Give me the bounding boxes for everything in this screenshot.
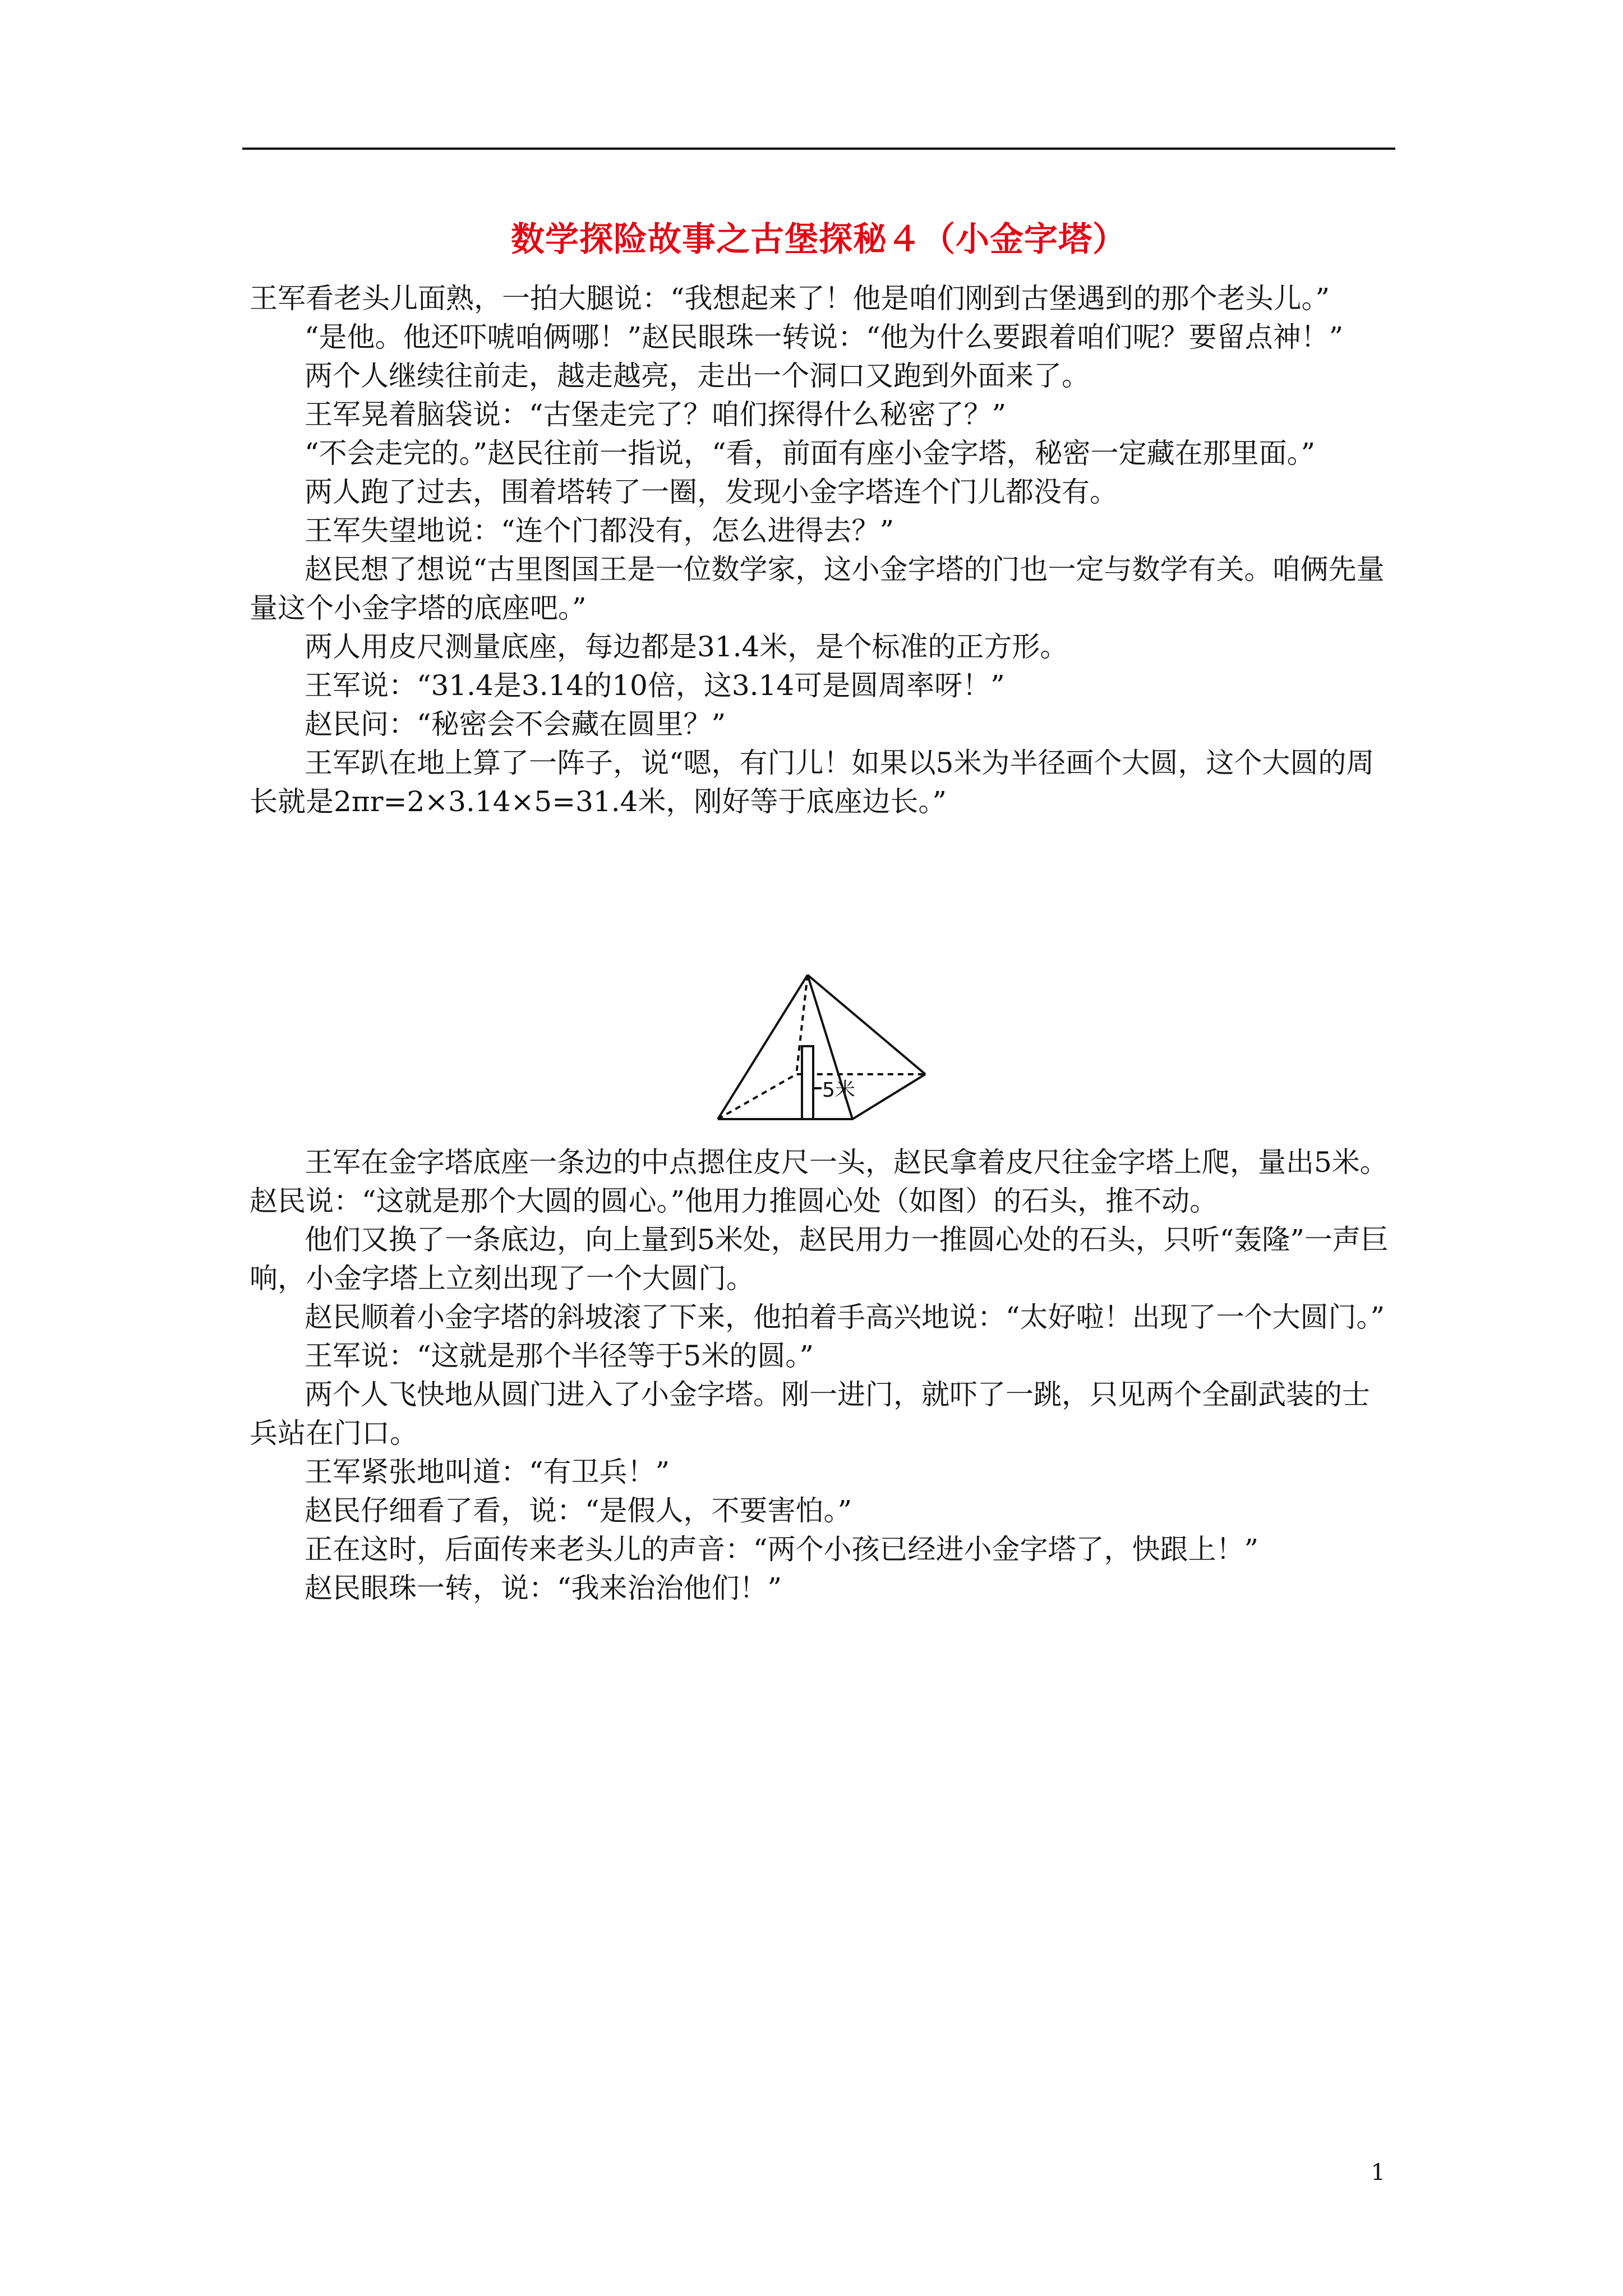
- paragraph: “不会走完的。”赵民往前一指说，“看，前面有座小金字塔，秘密一定藏在那里面。”: [305, 437, 1316, 470]
- paragraph: 两个人继续往前走，越走越亮，走出一个洞口又跑到外面来了。: [305, 360, 1090, 392]
- paragraph: 王军说：“这就是那个半径等于5米的圆。”: [305, 1340, 814, 1372]
- paragraph: 赵民仔细看了看，说：“是假人，不要害怕。”: [305, 1494, 852, 1527]
- paragraph: 两人用皮尺测量底座，每边都是31.4米，是个标准的正方形。: [305, 631, 1068, 663]
- pyramid-base-front: [718, 1074, 925, 1119]
- paragraph: 赵民想了想说“古里图国王是一位数学家，这小金字塔的门也一定与数学有关。咱俩先量量这个小金字塔的底座吧。”: [250, 553, 1385, 624]
- paragraph: 他们又换了一条底边，向上量到5米处，赵民用力一推圆心处的石头，只听“轰隆”一声巨响，小金字塔上立刻出现了一个大圆门。: [250, 1223, 1389, 1295]
- paragraph: 王军趴在地上算了一阵子，说“嗯，有门儿！如果以5米为半径画个大圆，这个大圆的周长就是2πr=2×3.14×5=31.4米，刚好等于底座边长。”: [250, 747, 1375, 818]
- paragraph: 赵民问：“秘密会不会藏在圆里？”: [305, 708, 726, 740]
- paragraph: 正在这时，后面传来老头儿的声音：“两个小孩已经进小金字塔了，快跟上！”: [305, 1533, 1259, 1566]
- header-rule: [242, 148, 1395, 150]
- page-number: 1: [1371, 2160, 1385, 2185]
- pyramid-base-back: [718, 1074, 925, 1119]
- paragraph: 两人跑了过去，围着塔转了一圈，发现小金字塔连个门儿都没有。: [305, 476, 1118, 508]
- pyramid-figure: [712, 970, 931, 1125]
- paragraph: 两个人飞快地从圆门进入了小金字塔。刚一进门，就吓了一跳，只见两个全副武装的士兵站在门口。: [250, 1378, 1370, 1450]
- paragraph: 王军看老头儿面熟，一拍大腿说：“我想起来了！他是咱们刚到古堡遇到的那个老头儿。”: [250, 282, 1330, 315]
- pyramid-diagram: [712, 970, 931, 1125]
- story-text-part-2: [250, 1143, 1394, 1608]
- paragraph: 王军在金字塔底座一条边的中点摁住皮尺一头，赵民拿着皮尺往金字塔上爬，量出5米。赵民说：“这就是那个大圆的圆心。”他用力推圆心处（如图）的石头，推不动。: [250, 1146, 1388, 1217]
- paragraph: 王军说：“31.4是3.14的10倍，这3.14可是圆周率呀！”: [305, 669, 1005, 702]
- paragraph: 王军晃着脑袋说：“古堡走完了？咱们探得什么秘密了？”: [305, 398, 1007, 431]
- paragraph: “是他。他还吓唬咱俩哪！”赵民眼珠一转说：“他为什么要跟着咱们呢？要留点神！”: [305, 321, 1344, 353]
- measuring-tape-mark: [802, 1046, 813, 1119]
- paragraph: 王军失望地说：“连个门都没有，怎么进得去？”: [305, 514, 895, 547]
- pyramid-edge-left: [718, 975, 808, 1119]
- pyramid-edge-right: [808, 975, 925, 1074]
- story-text-part-1: [250, 279, 1394, 821]
- paragraph: 王军紧张地叫道：“有卫兵！”: [305, 1456, 670, 1488]
- figure-label: 5米: [822, 1079, 855, 1102]
- page-title: 数学探险故事之古堡探秘４（小金字塔）: [511, 220, 1127, 259]
- paragraph: 赵民眼珠一转，说：“我来治治他们！”: [305, 1572, 782, 1604]
- paragraph: 赵民顺着小金字塔的斜坡滚了下来，他拍着手高兴地说：“太好啦！出现了一个大圆门。”: [305, 1301, 1385, 1333]
